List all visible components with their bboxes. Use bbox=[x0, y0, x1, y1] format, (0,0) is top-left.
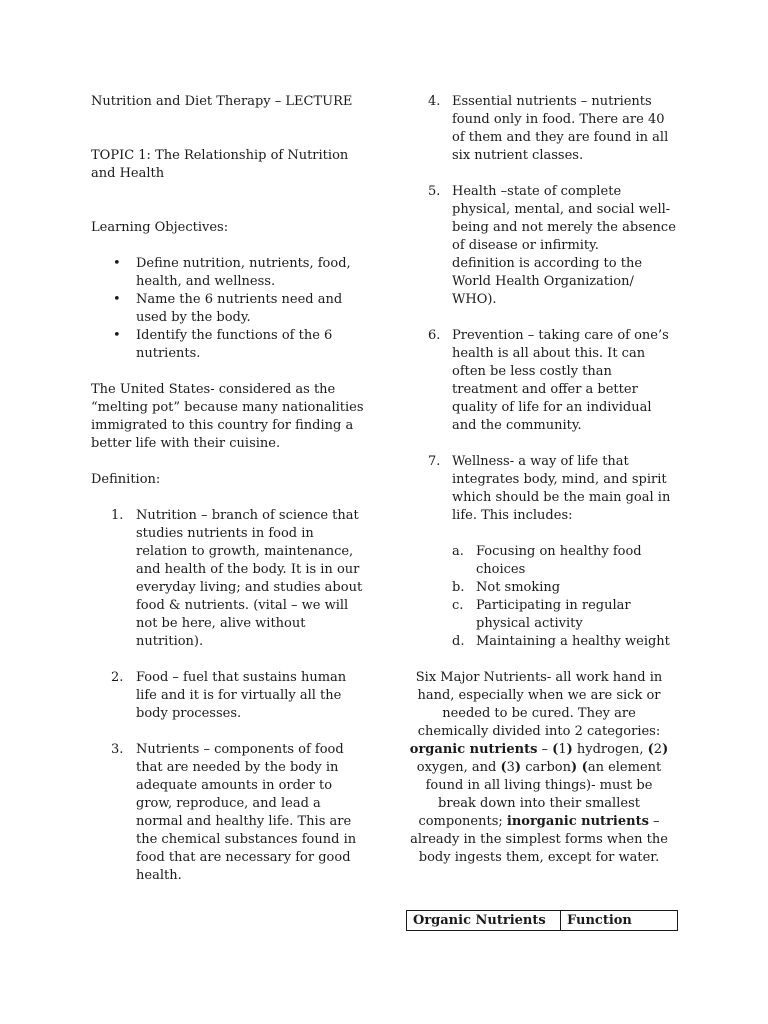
definition-item bbox=[91, 507, 366, 651]
table-header-row bbox=[407, 911, 678, 931]
definition-text: Prevention – taking care of one’s health is all about this. It can often be less costly than treatment and offer a better quality of life for an individual and the community. bbox=[452, 328, 669, 433]
objectives-label: Learning Objectives: bbox=[91, 220, 229, 235]
definition-text: Wellness- a way of life that integrates body, mind, and spirit which should be the main goal in life. This includes: bbox=[452, 454, 671, 523]
objective-item: • Define nutrition, nutrients, food, health, and wellness. bbox=[91, 255, 366, 291]
objectives-list bbox=[91, 255, 366, 363]
wellness-text: Not smoking bbox=[476, 580, 561, 595]
paren-open-1: ( bbox=[552, 742, 559, 757]
definition-item bbox=[428, 183, 680, 309]
objective-item: • Identify the functions of the 6 nutrients. bbox=[91, 327, 366, 363]
wellness-letter: b. bbox=[452, 580, 465, 595]
six-num-3: 3 bbox=[506, 760, 515, 775]
definition-text: Health –state of complete physical, mental, and social well- being and not merely the absence of disease or infirmity. bbox=[452, 184, 676, 253]
wellness-list bbox=[452, 543, 680, 651]
wellness-item bbox=[452, 597, 680, 633]
six-text-carbon: carbon bbox=[521, 760, 571, 775]
six-text-2: – bbox=[537, 742, 553, 757]
definition-text: Nutrition – branch of science that studies nutrients in food in relation to growth, maintenance, and health of the body. It is in our everyday living; and studies about food & nutrients. (vital – we will not be here, alive without nutrition). bbox=[136, 508, 363, 649]
definition-number: 2. bbox=[111, 670, 124, 685]
definitions-list-left bbox=[91, 507, 366, 885]
wellness-item bbox=[452, 579, 680, 597]
six-text-3: an element found in all living things)- must be break down into their smallest components; bbox=[418, 760, 662, 829]
wellness-text: Maintaining a healthy weight bbox=[476, 634, 670, 649]
wellness-letter: d. bbox=[452, 634, 465, 649]
definition-item bbox=[428, 327, 680, 435]
paren-carbon: ) ( bbox=[570, 760, 588, 775]
definition-text: Nutrients – components of food that are needed by the body in adequate amounts in order to grow, reproduce, and lead a normal and healthy life. This are the chemical substances found in food that are necessary for good health. bbox=[136, 742, 357, 883]
wellness-item bbox=[452, 543, 680, 579]
definition-number: 1. bbox=[111, 508, 124, 523]
wellness-text: Focusing on healthy food choices bbox=[476, 544, 642, 577]
definition-label: Definition: bbox=[91, 472, 161, 487]
six-text-hydrogen: hydrogen, bbox=[572, 742, 648, 757]
definition-item bbox=[428, 93, 680, 165]
inorganic-nutrients-term: inorganic nutrients bbox=[506, 814, 649, 829]
topic-heading: TOPIC 1: The Relationship of Nutrition and Health bbox=[91, 148, 349, 181]
wellness-item bbox=[452, 633, 680, 651]
six-num-2: 2 bbox=[653, 742, 663, 757]
definition-text: Food – fuel that sustains human life and it is for virtually all the body processes. bbox=[136, 670, 347, 721]
definition-text: Essential nutrients – nutrients found only in food. There are 40 of them and they are found in all six nutrient classes. bbox=[452, 94, 669, 163]
definition-extra: definition is according to the World Health Organization/ WHO). bbox=[452, 256, 643, 307]
left-column bbox=[91, 93, 366, 903]
six-text-oxygen: oxygen, and bbox=[416, 760, 501, 775]
right-column bbox=[409, 93, 680, 867]
objective-item: • Name the 6 nutrients need and used by the body. bbox=[91, 291, 366, 327]
definition-item bbox=[91, 669, 366, 723]
paren-close-2: ) bbox=[662, 742, 669, 757]
definition-item bbox=[91, 741, 366, 885]
document-title: Nutrition and Diet Therapy – LECTURE bbox=[91, 94, 353, 109]
paren-open-2: ( bbox=[647, 742, 654, 757]
six-text-4: – already in the simplest forms when the body ingests them, except for water. bbox=[410, 814, 668, 865]
paren-open-3: ( bbox=[500, 760, 507, 775]
six-text-1: Six Major Nutrients- all work hand in hand, especially when we are sick or needed to be cured. They are chemically divided into 2 categories: bbox=[415, 670, 663, 739]
column-header-organic-nutrients: Organic Nutrients bbox=[407, 911, 561, 931]
definitions-list-right bbox=[428, 93, 680, 651]
six-major-nutrients-paragraph bbox=[408, 669, 670, 867]
organic-nutrients-term: organic nutrients bbox=[409, 742, 538, 757]
paren-close-1: ) bbox=[566, 742, 573, 757]
paren-close-3: ) bbox=[514, 760, 522, 775]
column-header-function: Function bbox=[561, 911, 678, 931]
nutrients-table bbox=[406, 910, 678, 931]
wellness-letter: c. bbox=[452, 598, 464, 613]
definition-number: 3. bbox=[111, 742, 124, 757]
definition-number: 7. bbox=[428, 454, 441, 469]
wellness-letter: a. bbox=[452, 544, 464, 559]
six-num-1: 1 bbox=[558, 742, 567, 757]
us-paragraph: The United States- considered as the “melting pot” because many nationalities immigrated to this country for finding a better life with their cuisine. bbox=[91, 382, 364, 451]
definition-item bbox=[428, 453, 680, 651]
definition-number: 6. bbox=[428, 328, 441, 343]
definition-number: 5. bbox=[428, 184, 441, 199]
definition-number: 4. bbox=[428, 94, 441, 109]
wellness-text: Participating in regular physical activity bbox=[476, 598, 631, 631]
